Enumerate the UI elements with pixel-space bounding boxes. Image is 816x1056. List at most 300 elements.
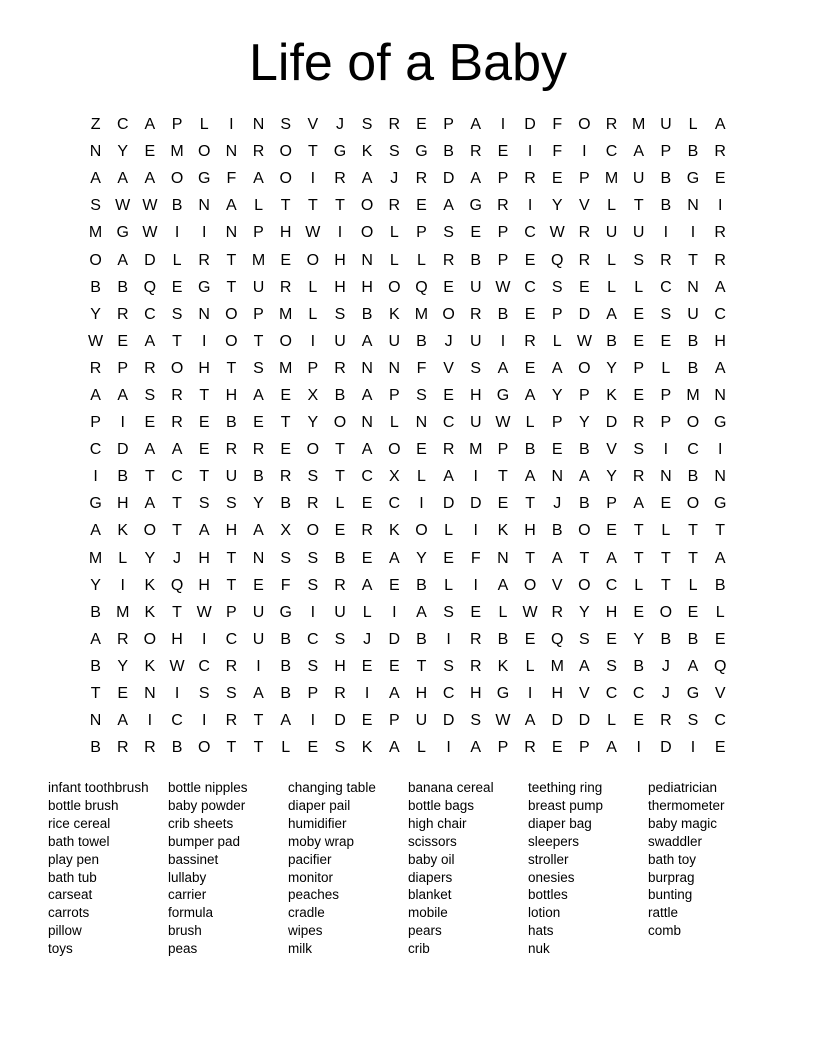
- grid-letter: R: [252, 143, 265, 161]
- grid-letter: G: [197, 170, 211, 188]
- word-item: infant toothbrush: [48, 780, 149, 795]
- grid-letter: E: [714, 170, 726, 188]
- grid-letter: R: [225, 657, 238, 675]
- grid-letter: T: [335, 441, 345, 459]
- grid-letter: S: [361, 116, 373, 134]
- word-item: pediatrician: [648, 780, 718, 795]
- grid-letter: D: [442, 712, 455, 730]
- grid-letter: E: [416, 116, 427, 134]
- grid-row: [82, 734, 734, 761]
- grid-letter: A: [388, 549, 400, 567]
- grid-letter: K: [144, 576, 156, 594]
- grid-letter: I: [392, 603, 397, 621]
- grid-letter: B: [660, 630, 672, 648]
- grid-letter: Q: [551, 251, 564, 269]
- grid-letter: Y: [633, 630, 645, 648]
- grid-row: [82, 111, 734, 138]
- grid-letter: S: [470, 359, 482, 377]
- grid-letter: R: [469, 305, 482, 323]
- grid-letter: A: [470, 739, 482, 757]
- grid-letter: R: [442, 441, 455, 459]
- word-item: bunting: [648, 887, 693, 903]
- grid-letter: R: [307, 495, 319, 513]
- grid-letter: B: [416, 332, 427, 350]
- grid-letter: J: [390, 170, 399, 188]
- grid-letter: Y: [606, 468, 617, 486]
- grid-letter: I: [174, 224, 180, 242]
- grid-letter: T: [579, 549, 590, 567]
- grid-letter: N: [687, 197, 699, 215]
- word-item: crib sheets: [168, 815, 234, 831]
- grid-row: [82, 545, 734, 572]
- grid-letter: M: [88, 549, 103, 567]
- word-item: bath towel: [48, 833, 110, 849]
- grid-letter: M: [279, 359, 293, 377]
- grid-letter: S: [443, 657, 454, 675]
- grid-letter: I: [419, 495, 424, 513]
- grid-letter: I: [201, 332, 207, 350]
- grid-letter: N: [361, 414, 373, 432]
- grid-letter: C: [198, 657, 210, 675]
- grid-letter: C: [442, 685, 455, 703]
- grid-letter: P: [497, 224, 509, 242]
- grid-letter: N: [388, 359, 401, 377]
- grid-letter: A: [117, 386, 129, 404]
- grid-letter: P: [443, 116, 454, 134]
- grid-letter: T: [633, 197, 644, 215]
- grid-letter: O: [523, 576, 537, 594]
- grid-letter: U: [632, 224, 645, 242]
- grid-letter: L: [661, 359, 671, 377]
- grid-letter: R: [89, 359, 102, 377]
- grid-letter: U: [388, 332, 401, 350]
- grid-letter: S: [198, 495, 210, 513]
- grid-letter: C: [171, 468, 183, 486]
- grid-letter: D: [144, 251, 156, 269]
- grid-letter: Y: [307, 414, 319, 432]
- grid-letter: K: [144, 603, 156, 621]
- grid-letter: R: [524, 739, 536, 757]
- grid-letter: C: [605, 685, 618, 703]
- grid-letter: T: [226, 359, 237, 377]
- grid-letter: A: [551, 359, 563, 377]
- grid-row: [82, 246, 734, 273]
- grid-letter: M: [604, 170, 619, 188]
- grid-letter: N: [252, 116, 265, 134]
- grid-letter: B: [687, 143, 699, 161]
- grid-letter: R: [279, 278, 292, 296]
- grid-letter: H: [279, 224, 292, 242]
- grid-letter: B: [226, 414, 237, 432]
- grid-letter: E: [253, 576, 264, 594]
- grid-letter: D: [442, 495, 455, 513]
- grid-letter: G: [333, 143, 347, 161]
- grid-letter: H: [225, 386, 238, 404]
- grid-letter: M: [116, 603, 130, 621]
- grid-letter: B: [660, 170, 672, 188]
- grid-letter: A: [579, 657, 590, 675]
- grid-letter: I: [337, 224, 343, 242]
- grid-letter: Z: [90, 116, 101, 134]
- word-item: comb: [648, 923, 682, 939]
- grid-letter: U: [225, 468, 238, 486]
- grid-letter: O: [578, 522, 591, 540]
- word-item: wipes: [288, 923, 323, 939]
- grid-row: [82, 572, 734, 599]
- grid-letter: V: [579, 685, 590, 703]
- grid-letter: S: [443, 603, 454, 621]
- grid-letter: B: [497, 305, 509, 323]
- grid-letter: A: [497, 359, 509, 377]
- grid-letter: L: [607, 712, 616, 730]
- grid-letter: E: [416, 197, 427, 215]
- grid-letter: B: [524, 441, 536, 459]
- grid-letter: L: [444, 576, 454, 594]
- grid-letter: R: [632, 414, 645, 432]
- grid-letter: H: [469, 685, 482, 703]
- grid-letter: H: [524, 522, 536, 540]
- grid-letter: R: [116, 305, 129, 323]
- grid-row: [82, 680, 734, 707]
- grid-letter: S: [470, 712, 482, 730]
- grid-letter: S: [388, 143, 400, 161]
- grid-letter: B: [660, 197, 672, 215]
- grid-letter: T: [280, 414, 291, 432]
- grid-letter: G: [496, 685, 510, 703]
- grid-letter: E: [714, 630, 726, 648]
- grid-letter: R: [469, 630, 482, 648]
- grid-letter: E: [144, 143, 156, 161]
- grid-letter: T: [226, 278, 237, 296]
- grid-row: [82, 653, 734, 680]
- grid-letter: L: [634, 576, 644, 594]
- grid-letter: U: [605, 224, 618, 242]
- grid-letter: F: [552, 143, 563, 161]
- grid-letter: S: [633, 251, 645, 269]
- grid-row: [82, 409, 734, 436]
- grid-letter: A: [416, 603, 427, 621]
- grid-letter: T: [498, 468, 508, 486]
- grid-letter: B: [117, 278, 129, 296]
- word-item: sleepers: [528, 833, 580, 849]
- grid-letter: K: [117, 522, 129, 540]
- grid-letter: P: [660, 386, 672, 404]
- word-item: play pen: [48, 851, 100, 867]
- grid-letter: R: [714, 251, 726, 269]
- grid-letter: B: [416, 576, 427, 594]
- grid-letter: D: [660, 739, 672, 757]
- grid-letter: N: [714, 386, 726, 404]
- grid-letter: P: [307, 685, 319, 703]
- grid-letter: E: [443, 386, 454, 404]
- grid-letter: R: [279, 468, 292, 486]
- grid-letter: R: [171, 386, 183, 404]
- grid-letter: O: [197, 143, 211, 161]
- grid-row: [82, 328, 734, 355]
- grid-letter: A: [443, 197, 454, 215]
- grid-letter: C: [388, 495, 401, 513]
- grid-letter: G: [415, 143, 428, 161]
- grid-letter: E: [361, 549, 373, 567]
- grid-letter: A: [579, 468, 590, 486]
- grid-letter: B: [443, 143, 454, 161]
- grid-letter: A: [606, 305, 617, 323]
- grid-letter: H: [415, 685, 428, 703]
- grid-letter: A: [253, 170, 264, 188]
- grid-letter: A: [633, 495, 645, 513]
- grid-letter: C: [660, 278, 672, 296]
- grid-letter: M: [279, 305, 293, 323]
- grid-letter: R: [524, 170, 536, 188]
- grid-letter: B: [714, 576, 726, 594]
- grid-letter: A: [117, 712, 129, 730]
- word-item: diaper pail: [288, 797, 351, 813]
- grid-letter: A: [144, 441, 156, 459]
- grid-letter: E: [579, 278, 590, 296]
- grid-letter: B: [280, 630, 291, 648]
- grid-letter: L: [389, 251, 399, 269]
- grid-letter: Y: [416, 549, 427, 567]
- grid-letter: L: [254, 197, 263, 215]
- grid-letter: V: [579, 197, 590, 215]
- word-item: pears: [408, 923, 442, 939]
- word-item: lotion: [528, 905, 561, 921]
- grid-letter: I: [663, 224, 669, 242]
- grid-letter: J: [363, 630, 372, 648]
- grid-letter: O: [170, 359, 184, 377]
- grid-letter: P: [551, 305, 563, 323]
- word-item: carrier: [168, 887, 207, 903]
- grid-letter: R: [198, 251, 210, 269]
- grid-letter: B: [687, 332, 699, 350]
- grid-letter: L: [688, 116, 698, 134]
- grid-letter: O: [388, 278, 401, 296]
- grid-letter: F: [280, 576, 291, 594]
- grid-letter: P: [497, 739, 509, 757]
- grid-letter: A: [714, 116, 726, 134]
- grid-row: [82, 355, 734, 382]
- grid-letter: B: [117, 468, 129, 486]
- grid-letter: S: [307, 576, 319, 594]
- grid-letter: K: [361, 143, 373, 161]
- grid-letter: E: [660, 332, 672, 350]
- grid-letter: E: [497, 495, 509, 513]
- grid-letter: R: [578, 251, 591, 269]
- grid-letter: A: [443, 468, 454, 486]
- grid-letter: J: [335, 116, 344, 134]
- grid-letter: B: [361, 305, 373, 323]
- word-item: bottle bags: [408, 797, 475, 813]
- grid-letter: W: [495, 414, 511, 432]
- word-item: baby oil: [408, 851, 455, 867]
- grid-letter: S: [660, 305, 672, 323]
- grid-letter: L: [661, 522, 671, 540]
- grid-letter: B: [579, 441, 590, 459]
- grid-letter: B: [687, 468, 699, 486]
- grid-letter: W: [549, 224, 565, 242]
- grid-letter: R: [551, 603, 564, 621]
- grid-letter: T: [307, 197, 318, 215]
- word-item: moby wrap: [288, 833, 355, 849]
- grid-letter: C: [361, 468, 373, 486]
- grid-letter: W: [305, 224, 321, 242]
- grid-letter: A: [361, 576, 373, 594]
- grid-letter: L: [525, 414, 535, 432]
- grid-letter: U: [334, 603, 346, 621]
- grid-letter: I: [310, 603, 316, 621]
- grid-letter: I: [527, 685, 533, 703]
- grid-letter: S: [90, 197, 101, 215]
- grid-letter: R: [605, 116, 618, 134]
- grid-letter: L: [335, 495, 345, 513]
- grid-letter: B: [280, 657, 291, 675]
- grid-letter: C: [171, 712, 183, 730]
- grid-letter: O: [578, 576, 591, 594]
- word-item: bassinet: [168, 851, 219, 867]
- grid-letter: A: [497, 576, 509, 594]
- grid-letter: L: [552, 332, 562, 350]
- grid-letter: R: [144, 359, 156, 377]
- word-item: bath toy: [648, 851, 697, 867]
- word-item: blanket: [408, 887, 452, 903]
- grid-letter: T: [280, 197, 291, 215]
- grid-letter: T: [172, 495, 182, 513]
- grid-letter: I: [473, 468, 478, 486]
- grid-letter: O: [360, 197, 374, 215]
- grid-letter: Y: [117, 143, 129, 161]
- grid-letter: P: [551, 414, 563, 432]
- grid-letter: C: [605, 143, 618, 161]
- grid-letter: G: [89, 495, 102, 513]
- grid-letter: S: [226, 685, 237, 703]
- page-title: Life of a Baby: [249, 34, 567, 92]
- grid-letter: R: [225, 712, 238, 730]
- grid-letter: O: [143, 630, 157, 648]
- grid-letter: I: [310, 170, 316, 188]
- grid-letter: H: [198, 359, 210, 377]
- grid-letter: E: [606, 522, 617, 540]
- grid-letter: B: [687, 359, 699, 377]
- word-item: peas: [168, 941, 198, 957]
- word-column: [528, 779, 648, 958]
- word-item: bottles: [528, 887, 568, 903]
- grid-letter: E: [633, 305, 645, 323]
- grid-letter: C: [89, 441, 102, 459]
- grid-row: [82, 138, 734, 165]
- grid-letter: E: [524, 251, 536, 269]
- grid-letter: C: [442, 414, 455, 432]
- grid-row: [82, 490, 734, 517]
- grid-letter: T: [307, 143, 318, 161]
- word-item: breast pump: [528, 797, 604, 813]
- grid-letter: P: [388, 386, 400, 404]
- grid-letter: S: [198, 685, 210, 703]
- grid-letter: Q: [713, 657, 727, 675]
- word-item: peaches: [288, 887, 340, 903]
- grid-letter: G: [686, 685, 700, 703]
- grid-letter: O: [89, 251, 102, 269]
- grid-letter: T: [172, 603, 182, 621]
- grid-letter: L: [281, 739, 291, 757]
- grid-letter: T: [172, 332, 182, 350]
- grid-letter: D: [334, 712, 346, 730]
- grid-letter: A: [714, 549, 726, 567]
- grid-letter: V: [443, 359, 454, 377]
- grid-letter: T: [199, 386, 210, 404]
- grid-letter: Y: [144, 549, 156, 567]
- grid-letter: L: [444, 522, 454, 540]
- grid-letter: C: [714, 712, 726, 730]
- grid-letter: N: [361, 359, 373, 377]
- grid-letter: L: [498, 603, 508, 621]
- grid-letter: A: [524, 386, 536, 404]
- grid-letter: N: [660, 468, 672, 486]
- grid-letter: J: [553, 495, 562, 513]
- grid-letter: R: [252, 441, 265, 459]
- grid-letter: R: [714, 224, 726, 242]
- grid-letter: M: [686, 386, 700, 404]
- grid-letter: M: [469, 441, 483, 459]
- grid-letter: N: [687, 278, 699, 296]
- grid-letter: R: [714, 143, 726, 161]
- grid-letter: B: [334, 386, 346, 404]
- grid-letter: I: [120, 576, 125, 594]
- grid-letter: O: [686, 495, 700, 513]
- grid-letter: U: [334, 332, 346, 350]
- grid-letter: A: [171, 441, 183, 459]
- grid-letter: R: [578, 224, 591, 242]
- grid-letter: I: [527, 197, 533, 215]
- word-column: [168, 779, 288, 958]
- grid-letter: I: [500, 332, 506, 350]
- grid-letter: U: [415, 712, 428, 730]
- grid-letter: N: [497, 549, 509, 567]
- grid-letter: K: [144, 657, 156, 675]
- grid-letter: E: [117, 332, 129, 350]
- grid-letter: J: [661, 657, 670, 675]
- grid-letter: A: [144, 116, 156, 134]
- grid-letter: P: [416, 224, 427, 242]
- grid-letter: O: [143, 522, 157, 540]
- grid-row: [82, 219, 734, 246]
- grid-letter: O: [170, 170, 184, 188]
- grid-letter: C: [225, 630, 238, 648]
- grid-letter: W: [142, 224, 158, 242]
- grid-letter: P: [579, 170, 590, 188]
- grid-letter: E: [361, 712, 373, 730]
- grid-letter: S: [443, 224, 454, 242]
- grid-letter: R: [361, 522, 373, 540]
- grid-letter: S: [307, 657, 319, 675]
- grid-letter: E: [551, 739, 563, 757]
- grid-letter: X: [280, 522, 291, 540]
- grid-letter: E: [633, 603, 645, 621]
- grid-letter: B: [416, 630, 427, 648]
- grid-letter: O: [578, 359, 591, 377]
- grid-letter: M: [88, 224, 103, 242]
- grid-letter: L: [525, 657, 535, 675]
- grid-letter: N: [198, 305, 210, 323]
- grid-letter: A: [361, 170, 373, 188]
- grid-letter: S: [416, 386, 427, 404]
- grid-letter: V: [551, 576, 563, 594]
- grid-letter: P: [660, 414, 672, 432]
- grid-letter: T: [416, 657, 427, 675]
- grid-letter: I: [256, 657, 261, 675]
- grid-letter: W: [196, 603, 212, 621]
- grid-row: [82, 301, 734, 328]
- word-item: toys: [48, 941, 73, 957]
